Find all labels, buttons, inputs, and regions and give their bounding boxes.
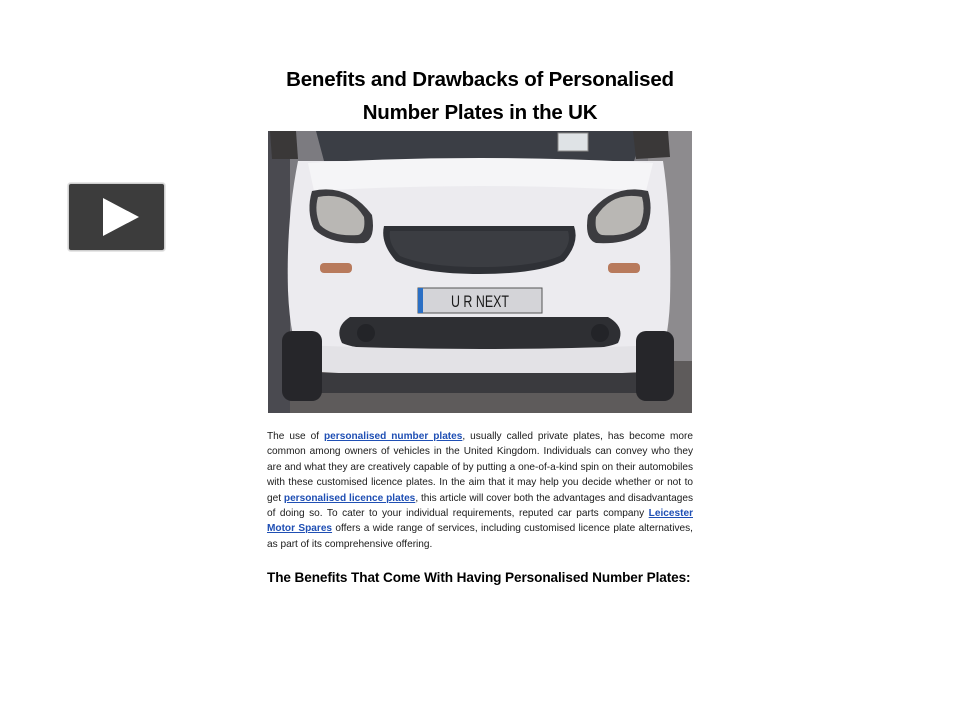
plate-text: U R NEXT	[451, 292, 509, 311]
play-triangle-icon	[103, 198, 139, 236]
page-title	[260, 63, 700, 129]
car-photo	[268, 131, 692, 413]
section-heading-benefits: The Benefits That Come With Having Personalised Number Plates:	[267, 570, 691, 585]
paragraph-text: , usually called private plates, has become more common among owners of vehicles in the United Kingdom. Individuals can convey who they are and what they are creatively capable of by putting a one-of-a-kind spin on their automobiles with these customised licence plates. In the aim that it may help you decide whether or not to get	[267, 431, 693, 504]
play-button[interactable]	[68, 183, 165, 251]
title-line-2: Number Plates in the UK	[362, 101, 598, 124]
link-personalised-number-plates[interactable]: personalised number plates	[324, 431, 463, 442]
paragraph-text: , this article will cover both the advantages and disadvantages of doing so. To cater to your individual requirements, reputed car parts company	[267, 492, 694, 520]
car-illustration	[268, 131, 692, 413]
link-personalised-licence-plates[interactable]: personalised licence plates	[283, 492, 416, 504]
link-leicester-motor-spares[interactable]: Leicester Motor Spares	[267, 508, 693, 535]
paragraph-text: The use of	[267, 431, 324, 442]
intro-paragraph	[267, 429, 693, 552]
paragraph-text: offers a wide range of services, including customised licence plate alternatives, as part of its comprehensive offering.	[267, 523, 693, 550]
title-line-1: Benefits and Drawbacks of Personalised	[286, 68, 674, 91]
